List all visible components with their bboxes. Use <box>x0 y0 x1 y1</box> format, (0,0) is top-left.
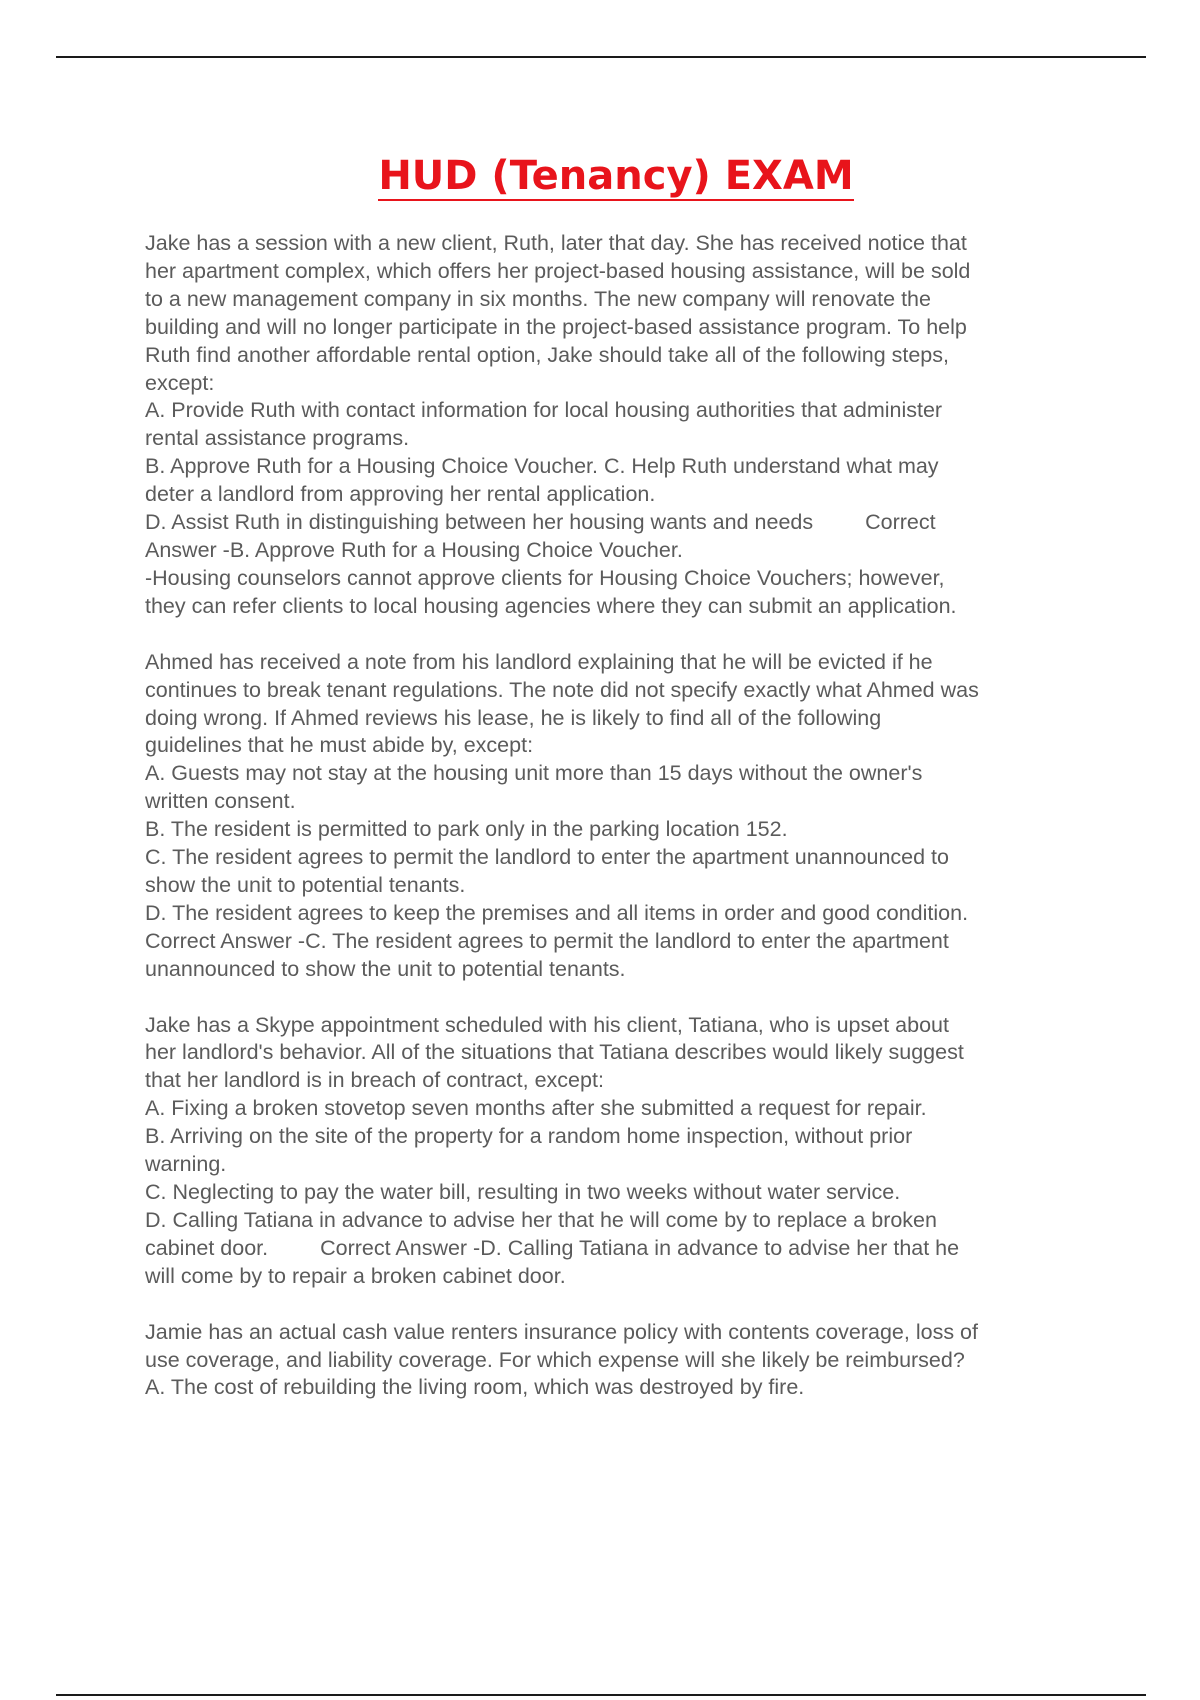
question-3-options <box>145 1095 1095 1290</box>
question-2 <box>145 649 1095 984</box>
question-1-explanation <box>145 565 1095 621</box>
text-line: D. The resident agrees to keep the premises and all items in order and good condition. <box>145 900 969 925</box>
text-line: guidelines that he must abide by, except: <box>145 733 534 758</box>
text-line <box>145 509 1095 537</box>
correct-answer: Answer -B. Approve Ruth for a Housing Choice Voucher. <box>145 537 683 562</box>
text-line: A. The cost of rebuilding the living room, which was destroyed by fire. <box>145 1375 805 1400</box>
question-1-option-d <box>145 509 1095 565</box>
question-3 <box>145 1012 1095 1291</box>
text-line: her landlord's behavior. All of the situations that Tatiana describes would likely suggest <box>145 1040 964 1065</box>
question-1-option-b-c <box>145 453 1095 509</box>
correct-answer: Correct Answer -C. The resident agrees to permit the landlord to enter the apartment <box>145 928 949 953</box>
text-line: unannounced to show the unit to potential tenants. <box>145 956 626 981</box>
text-line: they can refer clients to local housing agencies where they can submit an application. <box>145 593 957 618</box>
top-rule <box>56 56 1146 58</box>
text-line: her apartment complex, which offers her project-based housing assistance, will be sold <box>145 258 971 283</box>
correct-answer: Correct Answer -D. Calling Tatiana in advance to advise her that he <box>320 1235 960 1260</box>
text-line: B. Approve Ruth for a Housing Choice Voucher. C. Help Ruth understand what may <box>145 454 939 479</box>
text-line: to a new management company in six months. The new company will renovate the <box>145 286 931 311</box>
text-line: doing wrong. If Ahmed reviews his lease, he is likely to find all of the following <box>145 705 882 730</box>
text-line: that her landlord is in breach of contract, except: <box>145 1068 604 1093</box>
text-line: Ahmed has received a note from his landlord explaining that he will be evicted if he <box>145 649 933 674</box>
page-title-text: HUD (Tenancy) EXAM <box>378 153 854 199</box>
text-line <box>145 1235 1095 1263</box>
text-line: A. Fixing a broken stovetop seven months after she submitted a request for repair. <box>145 1096 927 1121</box>
text-line: A. Guests may not stay at the housing unit more than 15 days without the owner's <box>145 761 923 786</box>
text-line: Ruth find another affordable rental option, Jake should take all of the following steps, <box>145 342 949 367</box>
text-line: show the unit to potential tenants. <box>145 872 466 897</box>
text-line: deter a landlord from approving her rental application. <box>145 482 656 507</box>
text-line: D. Calling Tatiana in advance to advise her that he will come by to replace a broken <box>145 1207 937 1232</box>
text-line: C. Neglecting to pay the water bill, resulting in two weeks without water service. <box>145 1180 901 1204</box>
text-line: C. The resident agrees to permit the landlord to enter the apartment unannounced to <box>145 845 949 870</box>
text-line: Jake has a Skype appointment scheduled with his client, Tatiana, who is upset about <box>145 1012 949 1037</box>
question-1-option-a <box>145 397 1095 453</box>
text-line: written consent. <box>145 789 296 814</box>
question-2-options <box>145 760 1095 983</box>
option-d-text: D. Assist Ruth in distinguishing between her housing wants and needs <box>145 510 814 535</box>
document-body <box>145 230 1095 1430</box>
correct-label: Correct <box>865 510 936 535</box>
question-4 <box>145 1319 1095 1403</box>
text-line: -Housing counselors cannot approve clients for Housing Choice Vouchers; however, <box>145 565 945 590</box>
bottom-rule <box>56 1694 1146 1696</box>
text-line: warning. <box>145 1152 227 1177</box>
question-4-stem <box>145 1319 1095 1403</box>
text-line: B. Arriving on the site of the property for a random home inspection, without prior <box>145 1124 913 1149</box>
question-2-stem <box>145 649 1095 761</box>
text-line: B. The resident is permitted to park only in the parking location 152. <box>145 817 788 842</box>
text-line: use coverage, and liability coverage. For which expense will she likely be reimbursed? <box>145 1347 965 1372</box>
question-1-stem <box>145 230 1095 397</box>
page-title <box>0 146 1200 206</box>
text-line: Jake has a session with a new client, Ruth, later that day. She has received notice that <box>145 231 967 255</box>
text-line: will come by to repair a broken cabinet door. <box>145 1263 566 1288</box>
question-1 <box>145 230 1095 621</box>
text-line: building and will no longer participate in the project-based assistance program. To help <box>145 314 967 339</box>
question-3-stem <box>145 1012 1095 1096</box>
option-d-tail: cabinet door. <box>145 1235 269 1260</box>
text-line: except: <box>145 370 215 395</box>
text-line: A. Provide Ruth with contact information for local housing authorities that administer <box>145 398 943 423</box>
text-line: Jamie has an actual cash value renters insurance policy with contents coverage, loss of <box>145 1319 978 1344</box>
text-line: continues to break tenant regulations. The note did not specify exactly what Ahmed was <box>145 677 979 702</box>
text-line: rental assistance programs. <box>145 426 410 451</box>
